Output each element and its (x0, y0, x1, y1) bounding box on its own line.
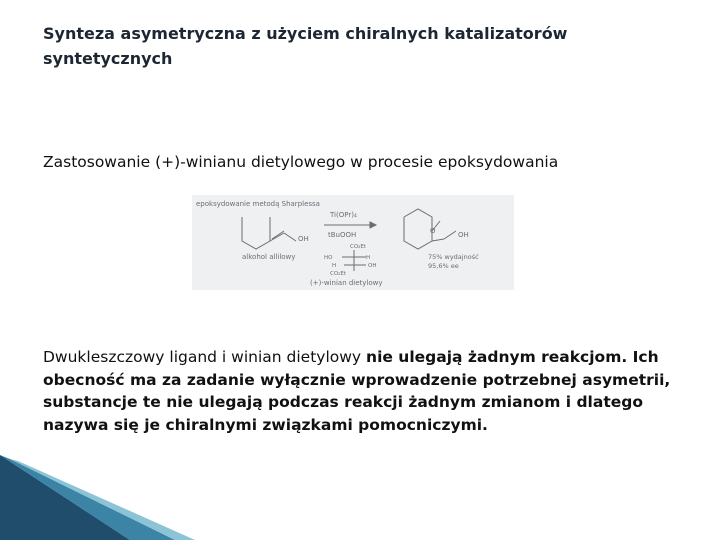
tartrate-co2et-bottom: CO₂Et (330, 271, 347, 277)
tartrate-oh: OH (368, 263, 377, 269)
slide-title: Synteza asymetryczna z użyciem chiralnych katalizatorów syntetycznych (43, 24, 568, 68)
reagent-top: Ti(OPr)₄ (330, 211, 357, 219)
tartrate-label: (+)-winian dietylowy (310, 279, 383, 287)
tartrate-h-right: H (366, 255, 371, 261)
paragraph-bold-text: nie ulegają żadnym reakcjom. Ich obecność ma za zadanie wyłącznie wprowadzenie potrzebnej asymetrii, substancje te nie ulegają podczas reakcji żadnym zmianom i dlatego nazywa się je chiralnymi związkami pomocniczymi. (43, 348, 671, 434)
corner-decoration (0, 455, 240, 540)
reaction-arrow (324, 222, 376, 228)
epoxide-o-label: O (430, 227, 436, 235)
tartrate-bonds (342, 250, 366, 271)
reagent-bottom: tBuOOH (328, 231, 357, 239)
start-oh-label: OH (298, 235, 309, 243)
yield-line-2: 95,6% ee (428, 262, 459, 270)
reaction-scheme (192, 195, 514, 290)
paragraph-normal-text: Dwukleszczowy ligand i winian dietylowy (43, 348, 367, 366)
reaction-scheme-image (192, 195, 514, 290)
allylic-alcohol-structure (242, 217, 296, 249)
scheme-heading: epoksydowanie metodą Sharplessa (196, 200, 320, 208)
tartrate-co2et-top: CO₂Et (350, 244, 367, 250)
tartrate-h-left: H (332, 263, 337, 269)
yield-line-1: 75% wydajność (428, 253, 479, 261)
product-oh-label: OH (458, 231, 469, 239)
tartrate-ho: HO (324, 255, 333, 261)
slide-paragraph (43, 346, 693, 436)
slide-subtitle: Zastosowanie (+)-winianu dietylowego w procesie epoksydowania (43, 153, 559, 171)
start-label: alkohol allilowy (242, 253, 296, 261)
